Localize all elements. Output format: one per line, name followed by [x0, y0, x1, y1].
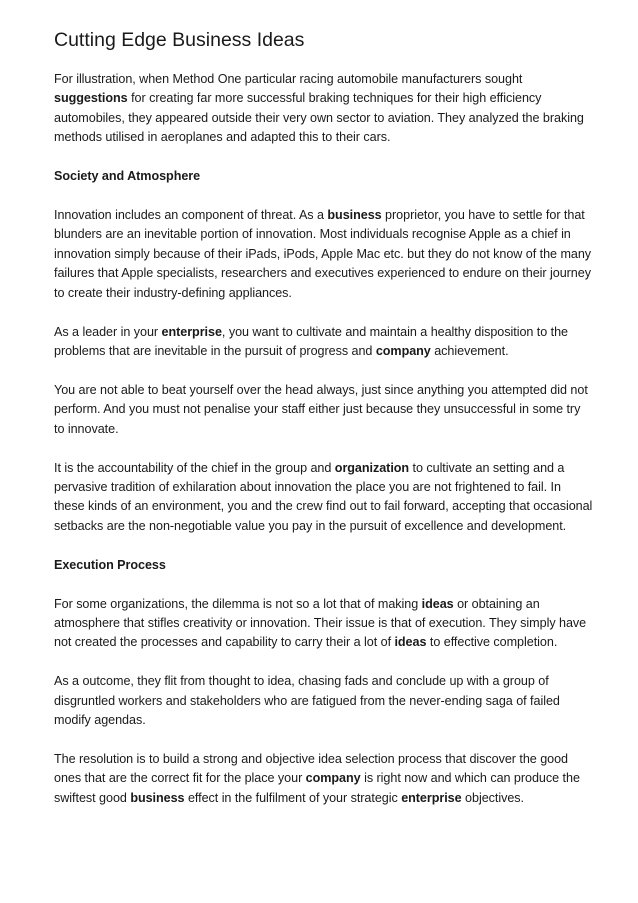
paragraph-text: to effective completion.: [426, 635, 558, 650]
bold-keyword: ideas: [421, 596, 454, 611]
paragraph-2: [54, 206, 594, 303]
paragraph-text: The resolution is to build a strong and objective idea selection process that discover the good ones that are the correct fit for the place your: [54, 752, 569, 786]
paragraph-text: It is the accountability of the chief in the group and: [54, 460, 335, 475]
bold-keyword: enterprise: [401, 790, 462, 805]
document-page: [54, 28, 594, 828]
bold-keyword: business: [130, 790, 185, 805]
bold-keyword: enterprise: [161, 324, 222, 339]
paragraph-text: As a leader in your: [54, 324, 162, 339]
paragraph-text: for creating far more successful braking techniques for their high efficiency automobiles, they appeared outside their very own sector to aviation. They analyzed the braking methods utilised in aeroplanes and adapted this to their cars.: [54, 91, 584, 145]
paragraph-text: For some organizations, the dilemma is not so a lot that of making: [54, 596, 422, 611]
paragraph-4: [54, 381, 594, 439]
paragraph-5: [54, 459, 594, 537]
section-heading-execution: Execution Process: [54, 557, 166, 572]
paragraph-text: As a outcome, they flit from thought to idea, chasing fads and conclude up with a group of disgruntled workers and stakeholders who are fatigued from the never-ending saga of failed modify agendas.: [54, 674, 560, 728]
paragraph-text: or obtaining an atmosphere that stifles creativity or innovation. Their issue is that of execution. They simply have not created the processes and capability to carry their a lot of: [54, 596, 587, 650]
paragraph-1: [54, 70, 594, 148]
paragraph-7: [54, 672, 594, 730]
paragraph-text: is right now and which can produce the swiftest good: [54, 771, 580, 805]
paragraph-6: [54, 595, 594, 653]
paragraph-text: achievement.: [430, 343, 509, 358]
paragraph-text: , you want to cultivate and maintain a healthy disposition to the problems that are inevitable in the pursuit of progress and: [54, 324, 569, 358]
paragraph-3: [54, 323, 594, 362]
paragraph-text: effect in the fulfilment of your strategic: [184, 790, 402, 805]
paragraph-8: [54, 750, 594, 808]
bold-keyword: suggestions: [54, 91, 128, 106]
bold-keyword: company: [375, 343, 431, 358]
bold-keyword: organization: [334, 460, 410, 475]
paragraph-text: Innovation includes an component of threat. As a: [54, 208, 328, 223]
bold-keyword: ideas: [394, 635, 427, 650]
paragraph-text: You are not able to beat yourself over the head always, just since anything you attempted did not perform. And you must not penalise your staff either just because they unsuccessful in some try to innovate.: [54, 382, 588, 436]
bold-keyword: company: [305, 771, 361, 786]
section-heading-society: Society and Atmosphere: [54, 169, 201, 184]
page-title: Cutting Edge Business Ideas: [54, 29, 305, 51]
paragraph-text: proprietor, you have to settle for that blunders are an inevitable portion of innovation. Most individuals recognise Apple as a chief in innovation simply because of their iPads, iPods, Apple Mac etc. but they do not know of the many failures that Apple specialists, researchers and executives experienced to endure on their journey to create their industry-defining appliances.: [54, 208, 592, 300]
paragraph-text: For illustration, when Method One particular racing automobile manufacturers sought: [54, 72, 523, 86]
paragraph-text: objectives.: [461, 790, 524, 805]
paragraph-text: to cultivate an setting and a pervasive tradition of exhilaration about innovation the place you are not frightened to fail. In these kinds of an environment, you and the crew find out to fail forward, accepting that occasional setbacks are the non-negotiable value you pay in the pursuit of excellence and development.: [54, 460, 593, 533]
bold-keyword: business: [327, 208, 382, 223]
